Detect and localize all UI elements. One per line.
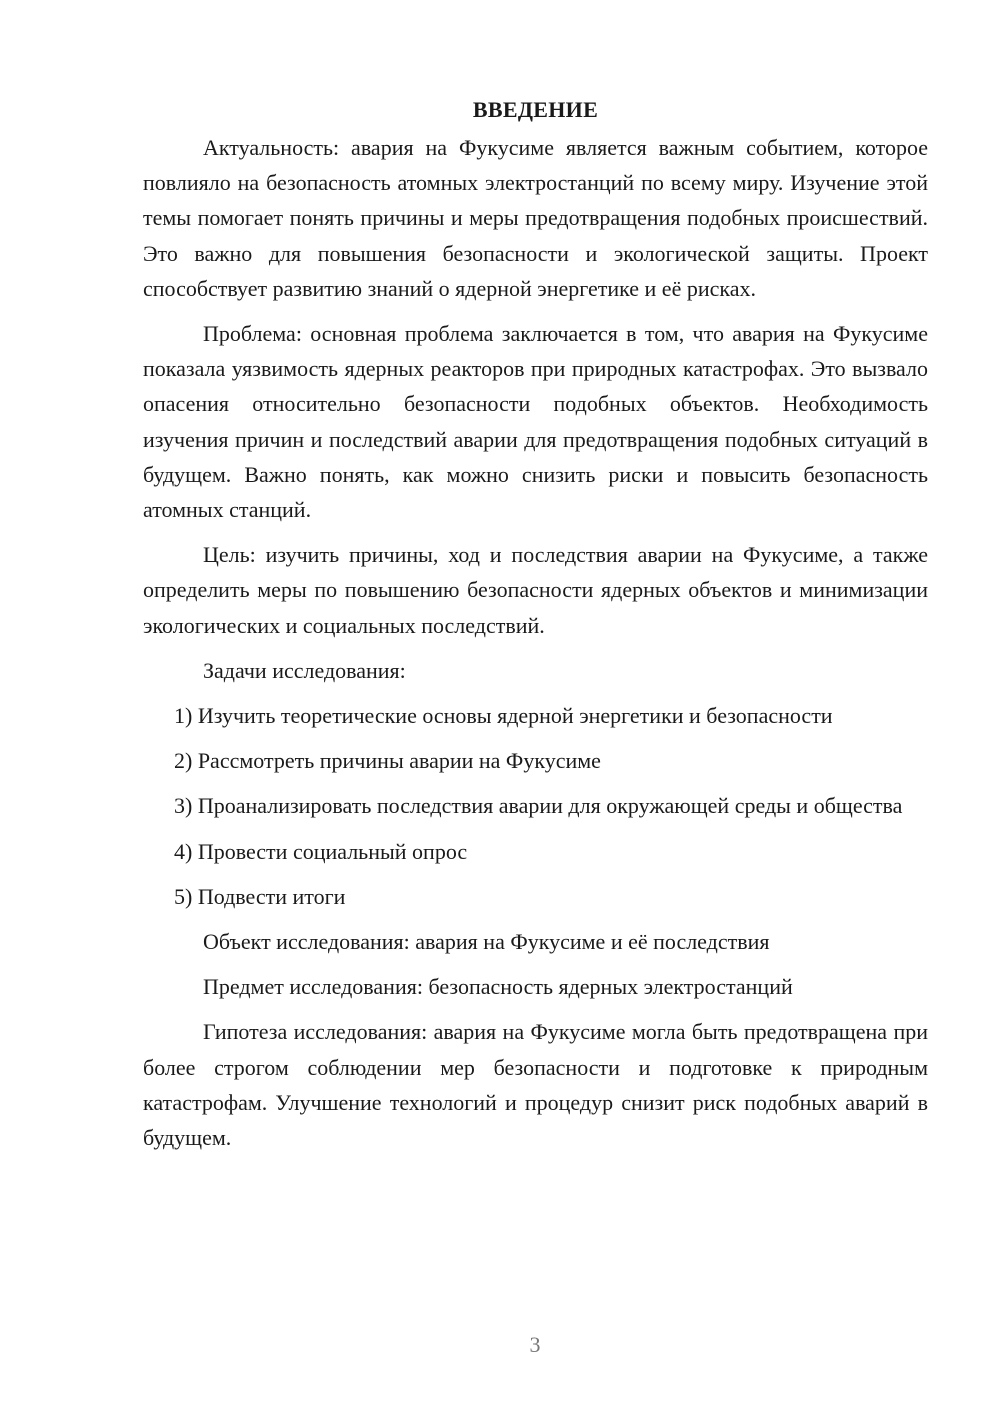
subject-paragraph: Предмет исследования: безопасность ядерных электростанций: [203, 974, 793, 1000]
task-item: 3) Проанализировать последствия аварии для окружающей среды и общества: [174, 793, 903, 819]
section-title: ВВЕДЕНИЕ: [472, 97, 599, 122]
hypothesis-paragraph: Гипотеза исследования: авария на Фукусиме могла быть предотвращена при более строгом соблюдении мер безопасности и подготовке к природным катастрофам. Улучшение технологий и процедур снизит риск подобных аварий в будущем.: [143, 1019, 928, 1151]
document-page: [143, 92, 928, 1155]
tasks-heading: Задачи исследования:: [203, 657, 406, 683]
task-item: 1) Изучить теоретические основы ядерной энергетики и безопасности: [174, 703, 833, 729]
task-item: 5) Подвести итоги: [174, 883, 346, 909]
task-item: 4) Провести социальный опрос: [174, 838, 468, 864]
task-item: 2) Рассмотреть причины аварии на Фукусиме: [174, 748, 601, 774]
relevance-paragraph: Актуальность: авария на Фукусиме является важным событием, которое повлияло на безопасность атомных электростанций по всему миру. Изучение этой темы помогает понять причины и меры предотвращения подобных происшествий. Это важно для повышения безопасности и экологической защиты. Проект способствует развитию знаний о ядерной энергетике и её рисках.: [143, 135, 928, 301]
problem-paragraph: Проблема: основная проблема заключается в том, что авария на Фукусиме показала уязвимость ядерных реакторов при природных катастрофах. Это вызвало опасения относительно безопасности подобных объектов. Необходимость изучения причин и последствий аварии для предотвращения подобных ситуаций в будущем. Важно понять, как можно снизить риски и повысить безопасность атомных станций.: [143, 321, 928, 523]
object-paragraph: Объект исследования: авария на Фукусиме и её последствия: [203, 929, 770, 955]
goal-paragraph: Цель: изучить причины, ход и последствия аварии на Фукусиме, а также определить меры по повышению безопасности ядерных объектов и минимизации экологических и социальных последствий.: [143, 542, 928, 638]
page-number: 3: [529, 1332, 541, 1357]
